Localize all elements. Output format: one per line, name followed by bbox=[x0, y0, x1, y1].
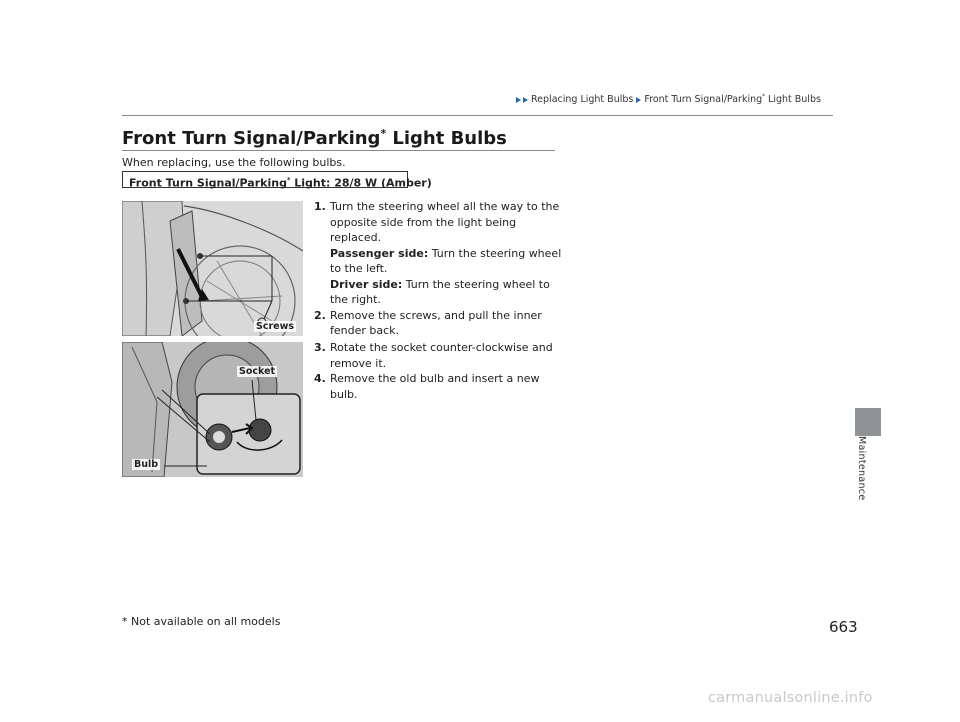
step-1-passenger: Passenger side: Turn the steering wheel to the left. bbox=[330, 246, 562, 275]
socket-bulb-figure bbox=[122, 342, 303, 477]
page-number: 663 bbox=[829, 618, 858, 636]
breadcrumb bbox=[516, 94, 821, 105]
steps-group-1 bbox=[314, 199, 564, 339]
section-tab bbox=[855, 408, 881, 436]
breadcrumb-page: Front Turn Signal/Parking* Light Bulbs bbox=[644, 94, 821, 106]
intro-text: When replacing, use the following bulbs. bbox=[122, 156, 346, 169]
breadcrumb-arrow-icon bbox=[516, 97, 521, 103]
footnote: * Not available on all models bbox=[122, 615, 281, 628]
breadcrumb-section[interactable]: Replacing Light Bulbs bbox=[531, 94, 634, 106]
steps-group-2 bbox=[314, 340, 564, 402]
screws-callout: Screws bbox=[256, 321, 295, 332]
watermark: carmanualsonline.info bbox=[708, 690, 873, 706]
bulb-callout: Bulb bbox=[134, 459, 159, 470]
bulb-spec-box: Front Turn Signal/Parking* Light: 28/8 W (Amber) bbox=[122, 171, 408, 188]
step-3: 3. Rotate the socket counter-clockwise and remove it. bbox=[314, 341, 553, 370]
fender-screws-figure bbox=[122, 201, 303, 336]
header-divider bbox=[122, 115, 833, 116]
title-divider bbox=[122, 150, 555, 151]
section-tab-label: Maintenance bbox=[856, 436, 867, 501]
step-4: 4. Remove the old bulb and insert a new bulb. bbox=[314, 372, 540, 401]
step-1-driver: Driver side: Turn the steering wheel to the right. bbox=[330, 277, 550, 306]
socket-illustration bbox=[122, 342, 303, 477]
step-1: 1. Turn the steering wheel all the way to the opposite side from the light being replaced. bbox=[314, 200, 560, 244]
socket-callout: Socket bbox=[239, 366, 276, 377]
step-2: 2. Remove the screws, and pull the inner fender back. bbox=[314, 308, 542, 337]
breadcrumb-arrow-icon bbox=[636, 97, 641, 103]
breadcrumb-arrow-icon bbox=[523, 97, 528, 103]
fender-illustration bbox=[122, 201, 303, 336]
page-title: Front Turn Signal/Parking* Light Bulbs bbox=[122, 127, 507, 149]
